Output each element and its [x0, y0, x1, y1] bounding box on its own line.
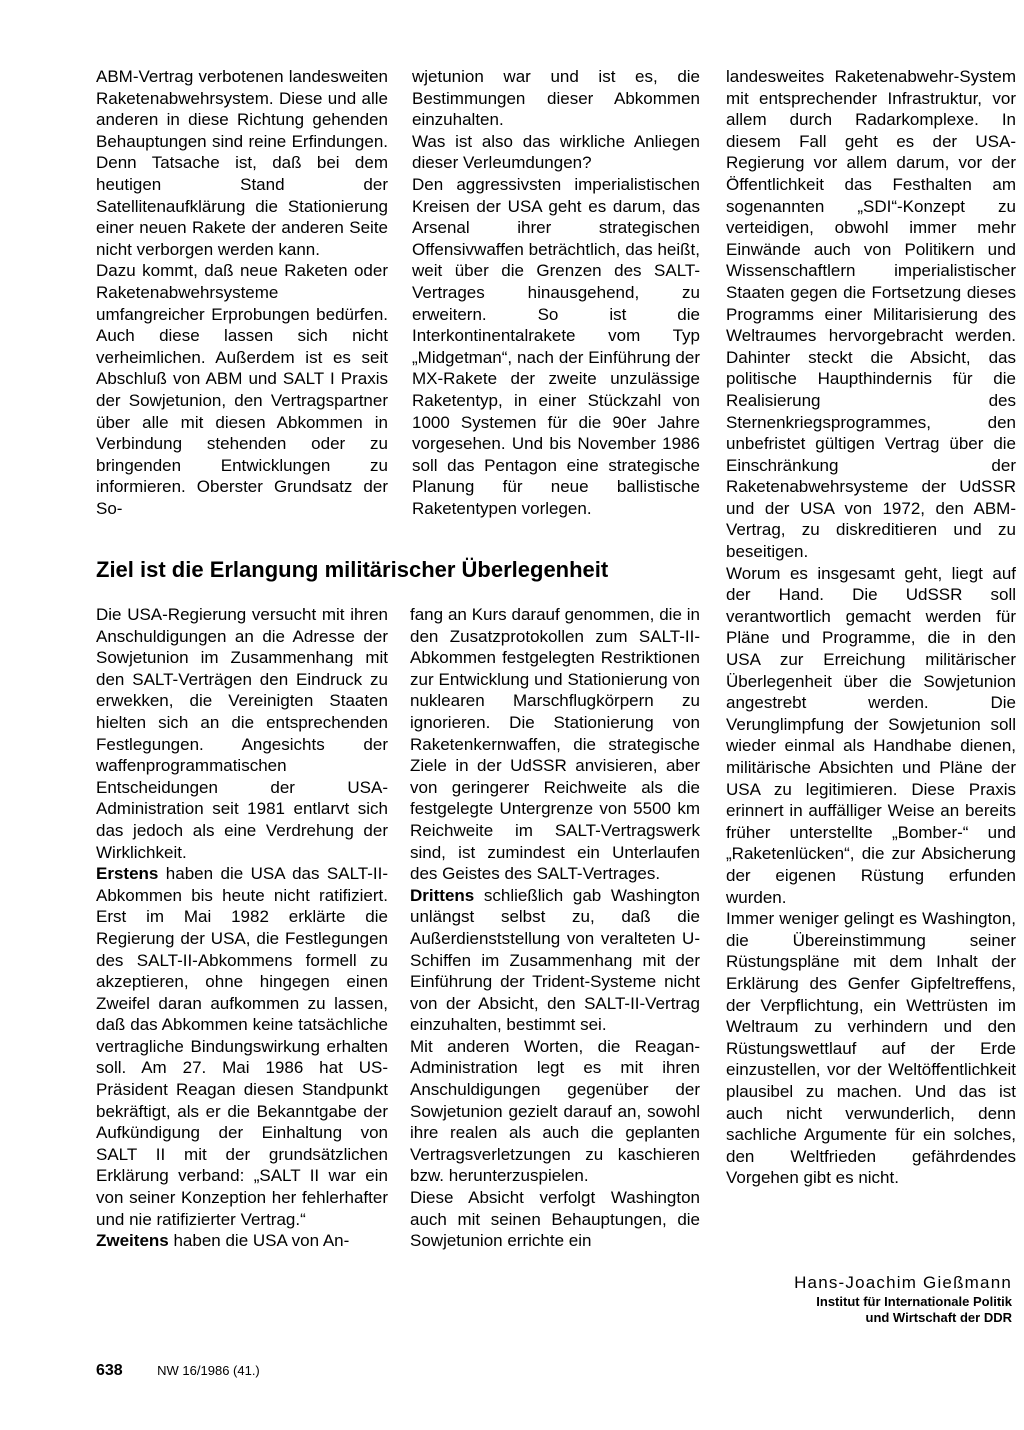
article-column-1 — [96, 66, 388, 519]
column-4-zweitens — [96, 1230, 388, 1252]
issue-reference: NW 16/1986 (41.) — [157, 1363, 260, 1378]
page-number: 638 — [96, 1362, 123, 1379]
zweitens-label: Zweitens — [96, 1231, 169, 1251]
drittens-label: Drittens — [410, 885, 475, 905]
author-institution — [794, 1294, 1012, 1326]
institution-line-2: und Wirtschaft der DDR — [865, 1310, 1012, 1325]
article-column-2 — [412, 66, 700, 519]
column-5-drittens — [410, 885, 700, 1252]
column-2-text: wjetunion war und ist es, die Bestimmungen dieser Abkommen einzuhalten. Was ist also das wirkliche Anliegen dieser Verleumdungen? Den aggressivsten imperialistischen Kreisen der USA geht es darum, das Arsenal ihrer strategischen Offensivwaffen beträchtlich, das heißt, weit über die Grenzen des SALT-Vertrages hinausgehend, zu erweitern. So ist die Interkontinentalrakete vom Typ „Midgetman“, nach der Einführung der MX-Rakete der zweite unzulässige Raketentyp, in einer Stückzahl von 1000 Systemen für die 90er Jahre vorgesehen. Und bis November 1986 soll das Pentagon eine strategische Planung für neue ballistische Raketentypen vorlegen. — [412, 67, 700, 518]
author-block — [794, 1274, 1012, 1326]
zweitens-text: haben die USA von An- — [168, 1231, 350, 1251]
section-heading: Ziel ist die Erlangung militärischer Überlegenheit — [96, 557, 609, 582]
column-4-intro: Die USA-Regierung versucht mit ihren Anschuldigungen an die Adresse der Sowjetunion im Zusammenhang mit den SALT-Verträgen den Eindruck zu erwekken, die Vereinigten Staaten hielten sich an die entsprechenden Festlegungen. Angesichts der waffenprogrammatischen Entscheidungen der USA-Administration seit 1981 entlarvt sich das jedoch als eine Verdrehung der Wirklichkeit. — [96, 605, 388, 862]
article-column-5 — [410, 604, 700, 1252]
article-column-4 — [96, 604, 388, 1252]
erstens-label: Erstens — [96, 864, 159, 884]
column-3-text: landesweites Raketenabwehr-System mit entsprechender Infrastruktur, vor allem durch Radarkomplexe. In diesem Fall geht es der USA-Regierung vor allem darum, vor der Öffentlichkeit das Festhalten am sogenannten „SDI“-Konzept zu verteidigen, obwohl immer mehr Einwände auch von Politikern und Wissenschaftlern imperialistischer Staaten gegen die Fortsetzung dieses Programms einer Militarisierung des Weltraumes hervorgebracht werden. Dahinter steckt die Absicht, das politische Haupthindernis für die Realisierung des Sternenkriegsprogrammes, den unbefristet gültigen Vertrag über die Einschränkung der Raketenabwehrsysteme der UdSSR und der USA von 1972, den ABM-Vertrag, zu diskreditieren und zu beseitigen. Worum es insgesamt geht, liegt auf der Hand. Die UdSSR soll verantwortlich gemacht werden für Pläne und Programme, die in den USA zur Erreichung militärischer Überlegenheit über die Sowjetunion angestrebt werden. Die Verunglimpfung der Sowjetunion soll wieder einmal als Handhabe dienen, militärische Absichten und Pläne der USA zu legitimieren. Diese Praxis erinnert in auffälliger Weise an bereits früher unterstellte „Bomber-“ und „Raketenlücken“, die zur Absicherung der eigenen Rüstung erfunden wurden. Immer weniger gelingt es Washington, die Übereinstimmung seiner Rüstungspläne mit dem Inhalt der Erklärung des Genfer Gipfeltreffens, der Verpflichtung, ein Wettrüsten im Weltraum zu verhindern und den Rüstungswettlauf auf der Erde einzustellen, vor der Weltöffentlichkeit plausibel zu machen. Und das ist auch nicht verwunderlich, denn sachliche Argumente für ein solches, den Weltfrieden gefährdendes Vorgehen gibt es nicht. — [726, 67, 1016, 1188]
column-1-text: ABM-Vertrag verbotenen landesweiten Raketenabwehrsystem. Diese und alle anderen in diese Richtung gehenden Behauptungen sind reine Erfindungen. Denn Tatsache ist, daß bei dem heutigen Stand der Satellitenaufklärung die Stationierung einer neuen Rakete der anderen Seite nicht verborgen werden kann. Dazu kommt, daß neue Raketen oder Raketenabwehrsysteme umfangreicher Erprobungen bedürfen. Auch diese lassen sich nicht verheimlichen. Außerdem ist es seit Abschluß von ABM und SALT I Praxis der Sowjetunion, den Vertragspartner über alle mit diesen Abkommen in Verbindung stehenden oder zu bringenden Entwicklungen zu informieren. Oberster Grundsatz der So- — [96, 67, 388, 518]
article-column-3 — [726, 66, 1016, 1189]
page-footer — [96, 1362, 260, 1380]
drittens-text: schließlich gab Washington unlängst selbst zu, daß die Außerdienststellung von veralteten U-Schiffen im Zusammenhang mit der Einführung der Trident-Systeme nicht von der Absicht, den SALT-II-Vertrag einzuhalten, bestimmt sei. Mit anderen Worten, die Reagan-Administration legt es mit ihren Anschuldigungen gegenüber der Sowjetunion gezielt darauf an, sowohl ihre realen als auch die geplanten Vertragsverletzungen zu kaschieren bzw. herunterzuspielen. Diese Absicht verfolgt Washington auch mit seinen Behauptungen, die Sowjetunion errichte ein — [410, 885, 700, 1251]
erstens-text: haben die USA das SALT-II-Abkommen bis heute nicht ratifiziert. Erst im Mai 1982 erklärte die Regierung der USA, die Festlegungen des SALT-II-Abkommens formell zu akzeptieren, ohne hingegen einen Zweifel daran aufkommen zu lassen, daß das Abkommen keine tatsächliche vertragliche Bindungswirkung erhalten soll. Am 27. Mai 1986 hat US-Präsident Reagan diesen Standpunkt bekräftigt, als er die Bekanntgabe der Aufkündigung der Einhaltung von SALT II mit der grundsätzlichen Erklärung verband: „SALT II war ein von seiner Konzeption her fehlerhafter und nie ratifizierter Vertrag.“ — [96, 864, 388, 1229]
author-name: Hans-Joachim Gießmann — [794, 1273, 1012, 1292]
institution-line-1: Institut für Internationale Politik — [816, 1294, 1012, 1309]
column-4-erstens — [96, 863, 388, 1230]
column-5-intro: fang an Kurs darauf genommen, die in den Zusatzprotokollen zum SALT-II-Abkommen festgelegten Restriktionen zur Entwicklung und Stationierung von nuklearen Marschflugkörpern zu ignorieren. Die Stationierung von Raketenkernwaffen, die strategische Ziele in der UdSSR anvisieren, aber von geringerer Reichweite als die festgelegte Untergrenze von 5500 km Reichweite im SALT-Vertragswerk sind, ist zumindest ein Unterlaufen des Geistes des SALT-Vertrages. — [410, 605, 700, 884]
